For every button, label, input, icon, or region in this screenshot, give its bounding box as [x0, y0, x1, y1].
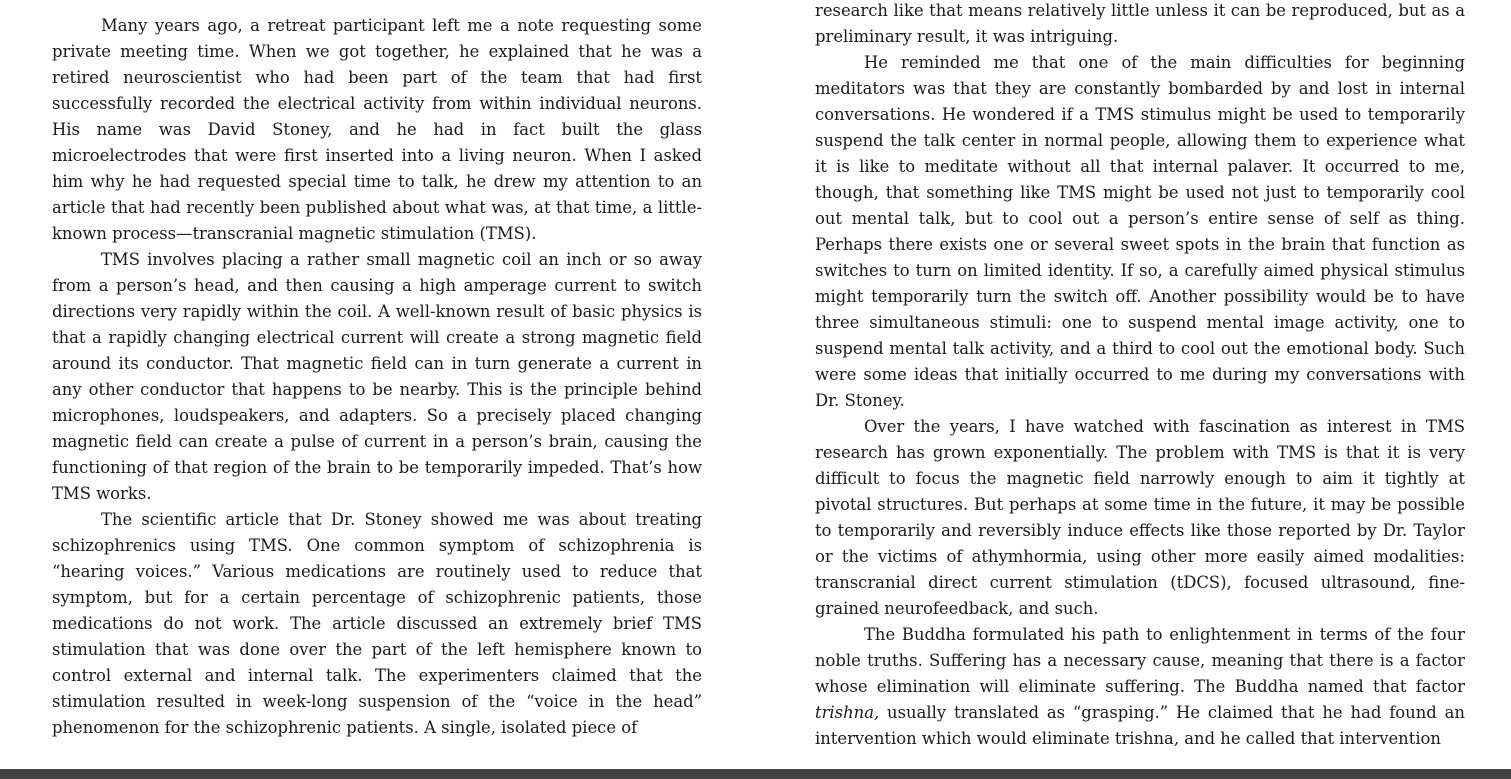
paragraph-meditators: He reminded me that one of the main difficulties for beginning meditators was that they are constantly bombarded by and lost in internal conversations. He wondered if a TMS stimulus might be used to temporarily suspend the talk center in normal people, allowing them to experience what it is like to meditate without all that internal palaver. It occurred to me, though, that something like TMS might be used not just to temporarily cool out mental talk, but to cool out a person’s entire sense of self as thing. Perhaps there exists one or several sweet spots in the brain that function as switches to turn on limited identity. If so, a carefully aimed physical stimulus might temporarily turn the switch off. Another possibility would be to have three simultaneous stimuli: one to suspend mental image activity, one to suspend mental talk activity, and a third to cool out the emotional body. Such were some ideas that initially occurred to me during my conversations with Dr. Stoney. — [815, 53, 1465, 410]
bottom-scrollbar-strip[interactable] — [0, 769, 1511, 779]
right-column — [815, 0, 1465, 752]
buddha-text-end: usually translated as “grasping.” He claimed that he had found an intervention which would eliminate trishna, and he called that intervention — [815, 703, 1465, 748]
paragraph-continuation: research like that means relatively little unless it can be reproduced, but as a preliminary result, it was intriguing. — [815, 1, 1465, 46]
paragraph-tms-explanation: TMS involves placing a rather small magnetic coil an inch or so away from a person’s head, and then causing a high amperage current to switch directions very rapidly within the coil. A well-known result of basic physics is that a rapidly changing electrical current will create a strong magnetic field around its conductor. That magnetic field can in turn generate a current in any other conductor that happens to be nearby. This is the principle behind microphones, loudspeakers, and adapters. So a precisely placed changing magnetic field can create a pulse of current in a person’s brain, causing the functioning of that region of the brain to be temporarily impeded. That’s how TMS works. — [52, 250, 702, 503]
trishna-term: trishna, — [815, 703, 880, 722]
buddha-text-start: The Buddha formulated his path to enlightenment in terms of the four noble truths. Suffering has a necessary cause, meaning that there is a factor whose elimination will eliminate suffering. The Buddha named that factor — [815, 625, 1465, 696]
paragraph-tms-research: Over the years, I have watched with fascination as interest in TMS research has grown exponentially. The problem with TMS is that it is very difficult to focus the magnetic field narrowly enough to aim it tightly at pivotal structures. But perhaps at some time in the future, it may be possible to temporarily and reversibly induce effects like those reported by Dr. Taylor or the victims of athymhormia, using other more easily aimed modalities: transcranial direct current stimulation (tDCS), focused ultrasound, fine-grained neurofeedback, and such. — [815, 417, 1465, 618]
paragraph-buddha — [815, 622, 1465, 752]
paragraph-scientific-article: The scientific article that Dr. Stoney showed me was about treating schizophrenics using TMS. One common symptom of schizophrenia is “hearing voices.” Various medications are routinely used to reduce that symptom, but for a certain percentage of schizophrenic patients, those medications do not work. The article discussed an extremely brief TMS stimulation that was done over the part of the left hemisphere known to control external and internal talk. The experimenters claimed that the stimulation resulted in week-long suspension of the “voice in the head” phenomenon for the schizophrenic patients. A single, isolated piece of — [52, 510, 702, 737]
left-column — [52, 13, 702, 741]
paragraph-retreat-participant: Many years ago, a retreat participant left me a note requesting some private meeting time. When we got together, he explained that he was a retired neuroscientist who had been part of the team that had first successfully recorded the electrical activity from within individual neurons. His name was David Stoney, and he had in fact built the glass microelectrodes that were first inserted into a living neuron. When I asked him why he had requested special time to talk, he drew my attention to an article that had recently been published about what was, at that time, a little-known process—transcranial magnetic stimulation (TMS). — [52, 16, 702, 243]
